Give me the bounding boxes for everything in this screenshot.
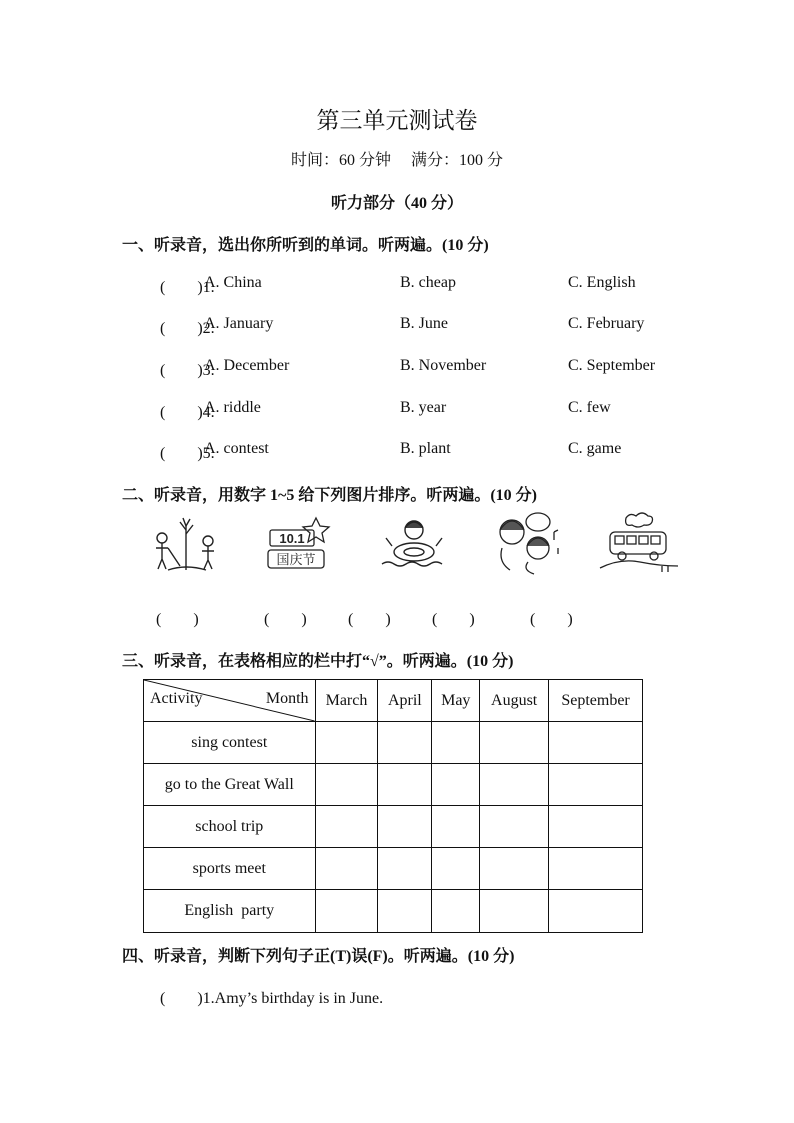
column-header: March: [315, 680, 378, 722]
table-row: [144, 722, 643, 764]
full-score: 满分：100 分: [411, 152, 504, 169]
option-b: B. November: [400, 357, 487, 374]
column-header: April: [378, 680, 432, 722]
swimming-child-icon: [374, 508, 454, 578]
answer-blank[interactable]: ( )3.: [160, 362, 215, 379]
exam-info: [0, 147, 794, 170]
table-row: [144, 764, 643, 806]
section-4-heading: 四、听录音，判断下列句子正(T)误(F)。听两遍。(10 分): [122, 948, 515, 965]
true-false-question: [160, 985, 383, 1008]
check-cell[interactable]: [549, 722, 643, 764]
check-cell[interactable]: [549, 848, 643, 890]
table-row: [144, 806, 643, 848]
check-cell[interactable]: [378, 764, 432, 806]
check-cell[interactable]: [378, 722, 432, 764]
column-header: May: [432, 680, 480, 722]
section-2-heading: 二、听录音，用数字 1~5 给下列图片排序。听两遍。(10 分): [122, 487, 537, 504]
check-cell[interactable]: [432, 722, 480, 764]
check-cell[interactable]: [432, 890, 480, 933]
option-c: C. game: [568, 440, 622, 457]
check-cell[interactable]: [315, 806, 378, 848]
check-cell[interactable]: [378, 890, 432, 933]
check-cell[interactable]: [480, 848, 549, 890]
option-c: C. few: [568, 399, 611, 416]
answer-blank[interactable]: ( )2.: [160, 320, 215, 337]
check-cell[interactable]: [315, 890, 378, 933]
check-cell[interactable]: [315, 722, 378, 764]
option-c: C. English: [568, 274, 636, 291]
singing-girls-icon: [488, 508, 568, 578]
picture-strip: [140, 508, 680, 583]
check-cell[interactable]: [480, 890, 549, 933]
picture-blank[interactable]: ( ): [264, 611, 307, 628]
row-header: sports meet: [144, 848, 316, 890]
option-b: B. plant: [400, 440, 451, 457]
option-a: A. China: [204, 274, 262, 291]
check-cell[interactable]: [480, 806, 549, 848]
option-a: A. riddle: [204, 399, 261, 416]
check-cell[interactable]: [315, 764, 378, 806]
part-heading: 听力部分（40 分）: [330, 195, 463, 212]
option-c: C. February: [568, 315, 645, 332]
option-b: B. June: [400, 315, 448, 332]
check-cell[interactable]: [378, 848, 432, 890]
column-header: September: [549, 680, 643, 722]
column-header: August: [480, 680, 549, 722]
corner-label-activity: Activity: [150, 690, 203, 707]
table-corner-cell: [144, 680, 316, 722]
national-day-icon: [262, 508, 342, 578]
option-a: A. December: [204, 357, 290, 374]
option-a: A. contest: [204, 440, 269, 457]
check-cell[interactable]: [432, 848, 480, 890]
picture-blank[interactable]: ( ): [348, 611, 391, 628]
answer-blank[interactable]: ( )5.: [160, 445, 215, 462]
check-cell[interactable]: [549, 806, 643, 848]
row-header: sing contest: [144, 722, 316, 764]
statement-text: Amy’s birthday is in June.: [214, 990, 384, 1007]
check-cell[interactable]: [480, 722, 549, 764]
check-cell[interactable]: [432, 806, 480, 848]
national-day-caption: 国庆节: [276, 553, 316, 568]
table-header-row: [144, 680, 643, 722]
option-b: B. cheap: [400, 274, 456, 291]
answer-blank[interactable]: ( )4.: [160, 404, 215, 421]
answer-blank[interactable]: ( )1.: [160, 279, 215, 296]
option-c: C. September: [568, 357, 656, 374]
section-3-heading: 三、听录音，在表格相应的栏中打“√”。听两遍。(10 分): [122, 653, 514, 670]
picture-blank[interactable]: ( ): [156, 611, 199, 628]
picture-blank[interactable]: ( ): [530, 611, 573, 628]
option-b: B. year: [400, 399, 447, 416]
check-cell[interactable]: [480, 764, 549, 806]
table-row: [144, 848, 643, 890]
page-title: 第三单元测试卷: [316, 108, 478, 133]
check-cell[interactable]: [549, 890, 643, 933]
corner-label-month: Month: [265, 690, 309, 707]
check-cell[interactable]: [378, 806, 432, 848]
check-cell[interactable]: [549, 764, 643, 806]
option-a: A. January: [204, 315, 274, 332]
activity-month-table: [143, 679, 643, 933]
picture-blank[interactable]: ( ): [432, 611, 475, 628]
row-header: school trip: [144, 806, 316, 848]
tree-planting-icon: [148, 508, 228, 578]
check-cell[interactable]: [315, 848, 378, 890]
row-header: English party: [144, 890, 316, 933]
time-limit: 时间：60 分钟: [290, 152, 391, 169]
answer-blank[interactable]: ( )1.: [160, 990, 215, 1007]
national-day-label: 10.1: [279, 531, 305, 546]
school-bus-icon: [598, 508, 678, 578]
check-cell[interactable]: [432, 764, 480, 806]
table-row: [144, 890, 643, 933]
row-header: go to the Great Wall: [144, 764, 316, 806]
section-1-heading: 一、听录音，选出你所听到的单词。听两遍。(10 分): [122, 237, 489, 254]
